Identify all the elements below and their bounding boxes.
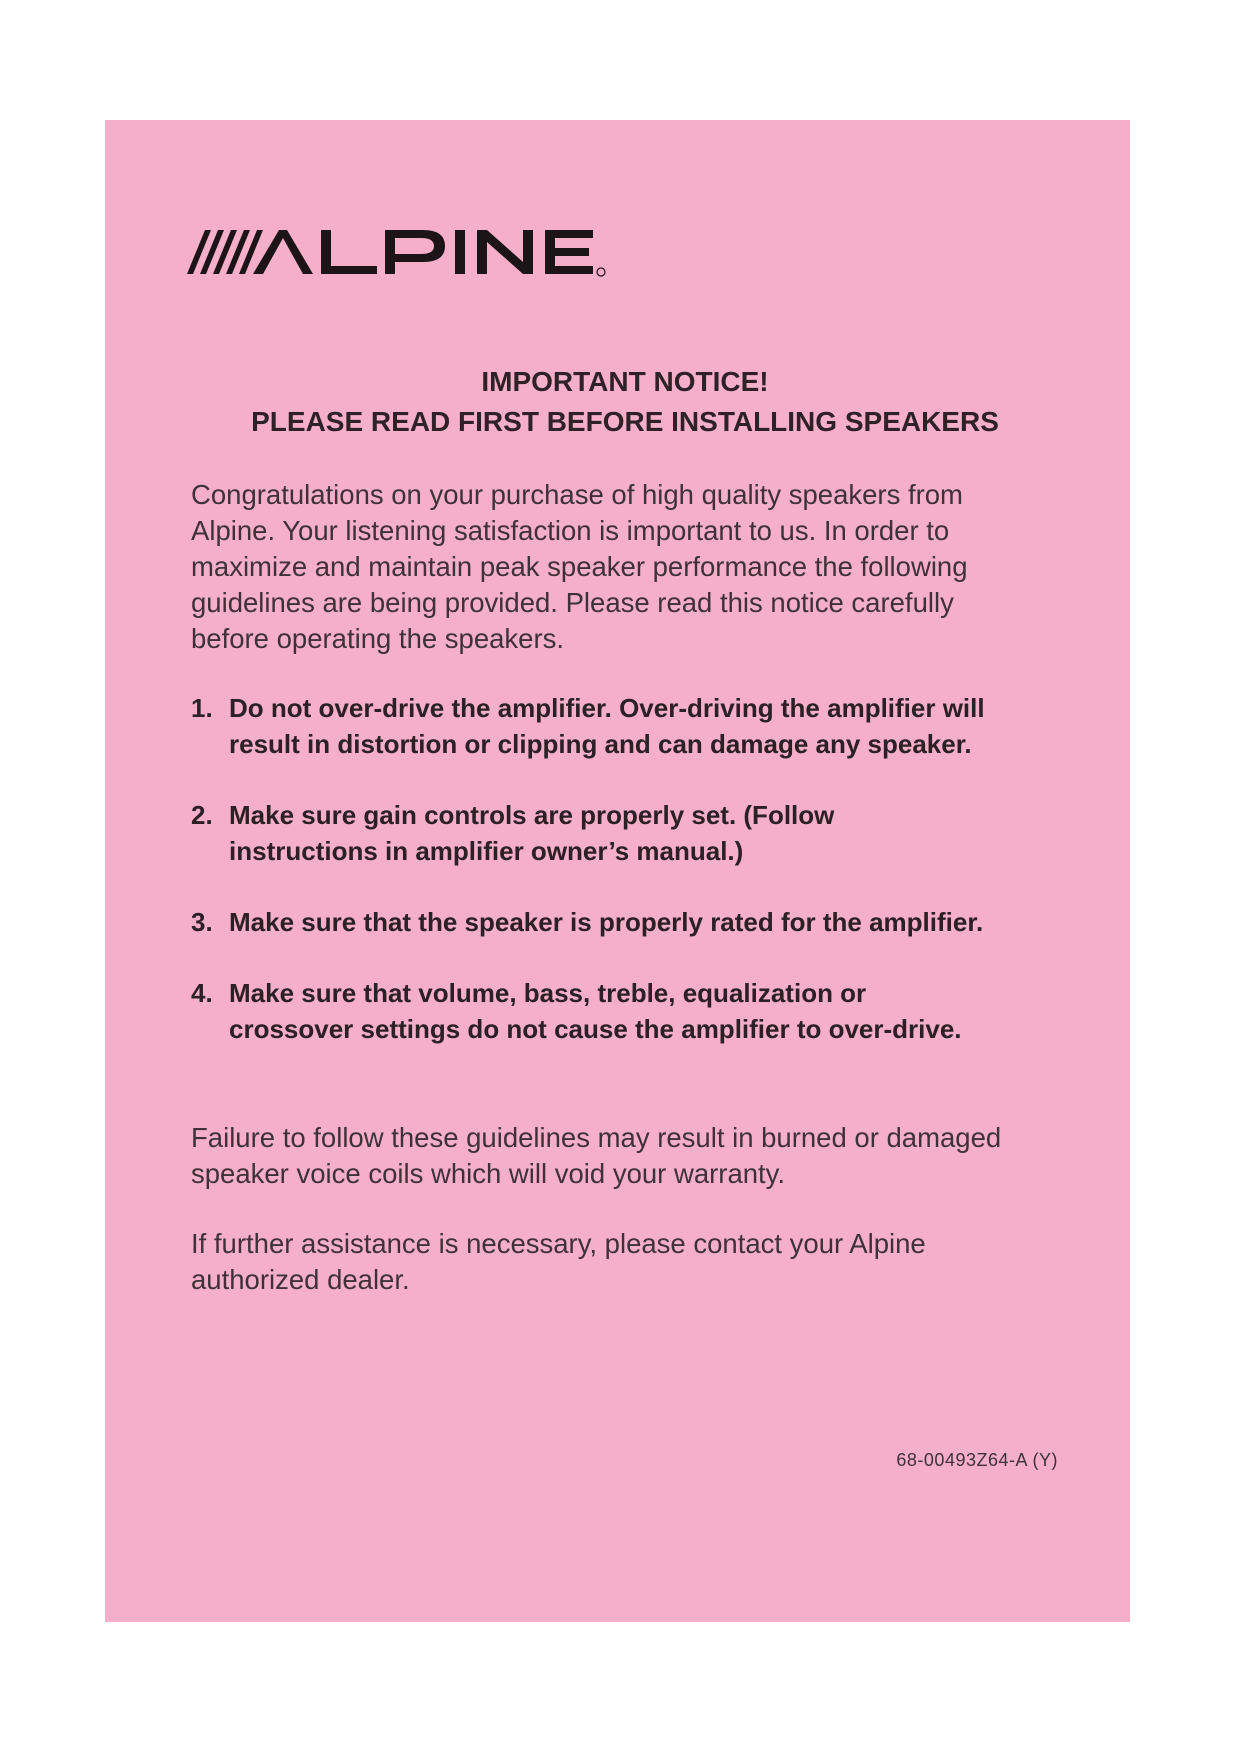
- item-text: [229, 975, 1071, 1047]
- warning-line: Failure to follow these guidelines may result in burned or damaged: [191, 1122, 1002, 1153]
- notice-title: IMPORTANT NOTICE!: [481, 366, 769, 397]
- item-line: instructions in amplifier owner’s manual.): [229, 836, 744, 866]
- intro-line: before operating the speakers.: [191, 623, 565, 654]
- notice-heading: [185, 362, 1065, 442]
- item-line: Do not over-drive the amplifier. Over-driving the amplifier will: [229, 693, 985, 723]
- intro-line: guidelines are being provided. Please read this notice carefully: [191, 587, 954, 618]
- list-item: [191, 904, 1071, 940]
- warning-line: speaker voice coils which will void your warranty.: [191, 1158, 786, 1189]
- guidelines-list: [191, 690, 1071, 1082]
- item-line: result in distortion or clipping and can damage any speaker.: [229, 729, 972, 759]
- alpine-logo: [187, 226, 607, 286]
- warranty-warning: [191, 1120, 1071, 1192]
- assistance-note: [191, 1226, 1071, 1298]
- list-item: [191, 975, 1071, 1047]
- assist-line: If further assistance is necessary, please contact your Alpine: [191, 1228, 926, 1259]
- list-item: [191, 690, 1071, 762]
- intro-line: Alpine. Your listening satisfaction is important to us. In order to: [191, 515, 950, 546]
- notice-sheet: [105, 120, 1130, 1622]
- item-number: 4.: [191, 978, 213, 1008]
- item-line: Make sure that the speaker is properly rated for the amplifier.: [229, 907, 984, 937]
- intro-paragraph: [191, 477, 1061, 657]
- assist-line: authorized dealer.: [191, 1264, 410, 1295]
- item-text: [229, 797, 1071, 869]
- item-number: 3.: [191, 907, 213, 937]
- item-text: [229, 904, 1071, 940]
- part-code: 68-00493Z64-A (Y): [896, 1450, 1058, 1470]
- intro-line: Congratulations on your purchase of high quality speakers from: [191, 479, 963, 510]
- item-number: 1.: [191, 693, 213, 723]
- item-line: Make sure gain controls are properly set. (Follow: [229, 800, 835, 830]
- list-item: [191, 797, 1071, 869]
- item-text: [229, 690, 1071, 762]
- alpine-logo-graphic: [187, 226, 607, 286]
- item-line: Make sure that volume, bass, treble, equalization or: [229, 978, 867, 1008]
- notice-subtitle: PLEASE READ FIRST BEFORE INSTALLING SPEAKERS: [251, 406, 999, 437]
- item-line: crossover settings do not cause the amplifier to over-drive.: [229, 1014, 962, 1044]
- intro-line: maximize and maintain peak speaker performance the following: [191, 551, 968, 582]
- item-number: 2.: [191, 800, 213, 830]
